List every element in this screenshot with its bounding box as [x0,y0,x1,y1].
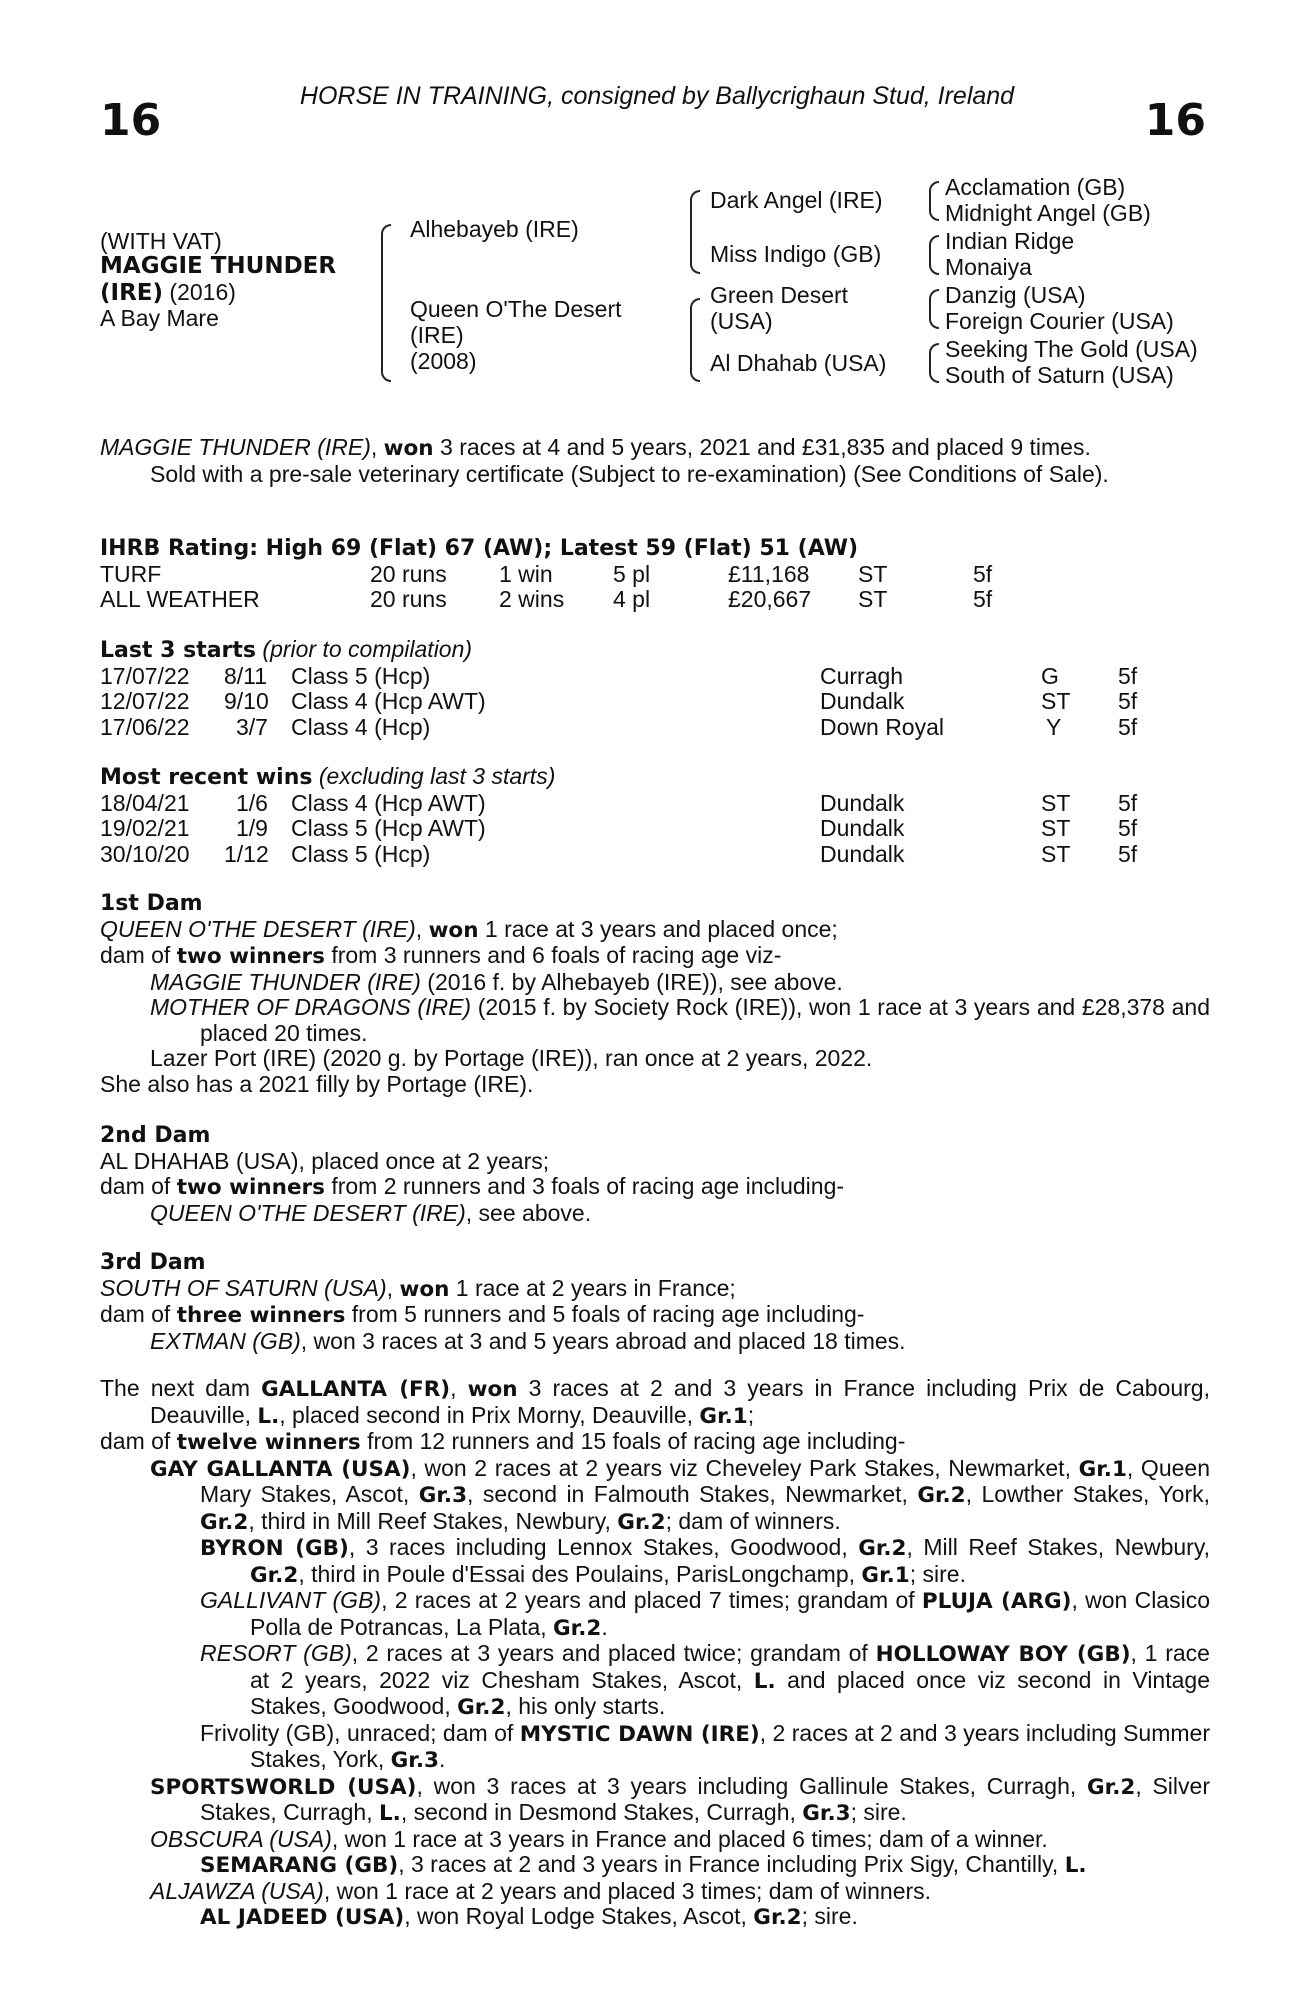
first-dam-note: She also has a 2021 filly by Portage (IRE). [100,1070,534,1097]
grade-badge: Gr.3 [390,1748,439,1773]
produce-name: OBSCURA (USA) [150,1825,332,1852]
listed-badge: L. [753,1668,776,1694]
pedigree-dam-line2: (IRE) [410,322,464,348]
dam-of-label: dam of [100,942,177,968]
record-text: , 2 races at 3 years and placed twice; grandam of [351,1640,876,1666]
win-class: Class 4 (Hcp AWT) [291,789,486,816]
first-dam-heading: 1st Dam [100,891,203,916]
record-text: , won 1 race at 2 years and placed 3 times; dam of winners. [323,1877,932,1904]
record-text: 3 races at 2 and 3 years in France including Prix de Cabourg, Deauville, [150,1375,1210,1428]
pedigree-brace-gen1 [381,224,391,382]
summary-note: Sold with a pre-sale veterinary certificate (Subject to re-examination) (See Conditions of Sale). [150,460,1109,487]
rating-cell-placed: 4 pl [613,586,651,612]
third-dam-heading: 3rd Dam [100,1250,206,1275]
produce-resort [200,1641,1210,1721]
pedigree-dam-line1: Queen O'The Desert [410,296,622,322]
start-class: Class 4 (Hcp AWT) [291,688,486,714]
pedigree-dam-dam: Al Dhahab (USA) [710,350,887,376]
record-text: , second in Desmond Stakes, Curragh, [400,1799,803,1825]
winners-count: twelve winners [176,1430,361,1455]
listed-badge: L. [257,1403,280,1429]
produce-name: RESORT (GB) [200,1640,352,1666]
third-dam-name: SOUTH OF SATURN (USA) [100,1274,387,1301]
last-starts-section [100,637,1210,740]
start-date: 12/07/22 [100,688,190,714]
foals-text: from 12 runners and 15 foals of racing age including- [360,1428,906,1454]
pedigree-gen4-4: Monaiya [945,254,1032,280]
third-dam-produce [100,1329,1210,1355]
record-text: . [601,1613,608,1640]
pedigree-gen4-3: Indian Ridge [945,228,1075,254]
produce-text: (2015 f. by Society Rock (IRE)), won 1 race at 3 years and £28,378 and placed 20 times. [200,994,1210,1046]
third-dam-record: 1 race at 2 years in France; [449,1274,736,1301]
third-dam-line2 [100,1302,1210,1329]
next-dam-section [100,1376,1210,1931]
pedigree-sire: Alhebayeb (IRE) [410,216,579,242]
record-text: , placed second in Prix Morny, Deauville, [279,1401,700,1428]
record-text: , won 1 race at 3 years in France and placed 6 times; dam of a winner. [331,1825,1048,1852]
produce-sportsworld [150,1774,1210,1827]
win-distance: 5f [1118,840,1138,867]
pedigree-sire-sire: Dark Angel (IRE) [710,187,883,213]
first-dam-produce1 [100,970,1210,996]
grade-badge: Gr.2 [753,1905,802,1930]
record-text: ; sire. [850,1799,907,1825]
start-class: Class 4 (Hcp) [291,713,431,740]
produce-text: , won 3 races at 3 and 5 years abroad and placed 18 times. [300,1327,906,1354]
record-text: . [438,1746,446,1772]
recent-wins-heading-line [100,764,1210,791]
win-date: 30/10/20 [100,840,190,867]
win-class: Class 5 (Hcp) [291,840,431,867]
record-text: Frivolity (GB), unraced; dam of [200,1719,520,1746]
start-going: G [1041,662,1059,689]
record-text: , his only starts. [505,1693,666,1719]
rating-section [100,536,1210,613]
grade-badge: Gr.2 [250,1562,299,1588]
start-distance: 5f [1118,713,1138,740]
rating-cell-wins: 1 win [499,560,553,587]
start-position: 9/10 [224,688,269,714]
pedigree-brace-sire [690,190,700,274]
separator: , [386,1274,400,1301]
record-text: , third in Poule d'Essai des Poulains, ParisLongchamp, [298,1560,862,1587]
summary-line: MAGGIE THUNDER (IRE), won 3 races at 4 and 5 years, 2021 and £31,835 and placed 9 times. [100,434,1091,461]
last-starts-note: (prior to compilation) [262,636,473,662]
produce-aljawza [100,1879,1210,1905]
grade-badge: Gr.2 [858,1536,907,1561]
first-dam-record: 1 race at 3 years and placed once; [478,915,838,942]
record-text: , 2 races at 2 years and placed 7 times; grandam of [381,1587,922,1613]
start-date: 17/07/22 [100,662,190,689]
produce-name: MAGGIE THUNDER (IRE) [150,968,421,995]
first-dam-line1 [100,917,1210,944]
win-date: 19/02/21 [100,815,190,841]
grade-badge: Gr.1 [699,1403,748,1429]
rating-cell-distance: 5f [973,586,993,612]
last-starts-heading: Last 3 starts [100,638,257,663]
first-dam-produce3: Lazer Port (IRE) (2020 g. by Portage (IRE)), ran once at 2 years, 2022. [150,1045,873,1071]
win-row [100,791,1210,817]
grade-badge: Gr.1 [1078,1456,1127,1482]
win-going: ST [1041,840,1071,867]
second-dam-produce [100,1201,1210,1227]
grade-badge: Gr.1 [861,1562,910,1588]
summary-section [100,435,1210,487]
record-text: , Lowther Stakes, York, [965,1481,1210,1507]
recent-wins-heading: Most recent wins [100,765,313,790]
second-dam-heading: 2nd Dam [100,1123,211,1148]
record-text: , won Royal Lodge Stakes, Ascot, [404,1903,754,1929]
won-label: won [399,1276,450,1302]
win-position: 1/12 [224,840,269,867]
consignment-header: HORSE IN TRAINING, consigned by Ballycrighaun Stud, Ireland [299,82,1015,110]
next-dam-line [100,1376,1210,1429]
pedigree-gen4-2: Midnight Angel (GB) [945,200,1151,226]
start-going: ST [1041,688,1071,714]
first-dam-section [100,891,1210,1097]
rating-heading: IHRB Rating: High 69 (Flat) 67 (AW); Latest 59 (Flat) 51 (AW) [100,536,859,561]
foals-text: from 3 runners and 6 foals of racing age viz- [324,942,782,968]
recent-wins-section [100,764,1210,867]
win-distance: 5f [1118,789,1138,816]
rating-cell-going: ST [858,586,888,612]
listed-badge: L. [378,1801,401,1826]
grade-badge: Gr.2 [617,1509,666,1535]
rating-cell-distance: 5f [973,560,993,587]
listed-badge: L. [1064,1853,1087,1878]
second-dam-line2 [100,1174,1210,1201]
pedigree-brace-dam [690,298,700,382]
win-course: Dundalk [820,789,905,816]
record-text: , 1 race at 2 years, 2022 viz Chesham Stakes, Ascot, [250,1640,1210,1693]
pedigree-brace-gen4-2 [929,235,939,275]
record-text: , 2 races at 2 and 3 years including Summer Stakes, York, [250,1719,1210,1772]
rating-cell-earnings: £11,168 [728,560,810,587]
lot-number-right: 16 [1144,95,1206,146]
record-text: , third in Mill Reef Stakes, Newbury, [248,1507,618,1534]
start-class: Class 5 (Hcp) [291,662,431,689]
recent-wins-note: (excluding last 3 starts) [318,763,556,789]
start-course: Dundalk [820,688,905,714]
record-text: , won 3 races at 3 years including Gallinule Stakes, Curragh, [416,1772,1088,1799]
pedigree-dam-sire-line1: Green Desert [710,282,849,308]
produce-name: MOTHER OF DRAGONS (IRE) [150,994,472,1020]
won-label: won [467,1377,518,1402]
winners-count: two winners [176,944,325,969]
produce-byron [200,1535,1210,1588]
win-course: Dundalk [820,840,905,867]
record-text: ; sire. [801,1903,858,1929]
summary-name: MAGGIE THUNDER (IRE) [100,434,371,460]
horse-country: (IRE) [100,280,164,306]
horse-year: (2016) [169,279,236,305]
record-text: , won Clasico Polla de Potrancas, La Plata, [250,1587,1210,1640]
produce-semarang [100,1852,1210,1879]
start-course: Curragh [820,662,904,689]
produce-name: HOLLOWAY BOY (GB) [875,1642,1131,1667]
start-course: Down Royal [820,713,944,740]
rating-cell-earnings: £20,667 [728,586,812,612]
pedigree-gen4-6: Foreign Courier (USA) [945,308,1174,334]
pedigree-dam-line3: (2008) [410,348,477,374]
vat-label: (WITH VAT) [100,228,222,254]
next-dam-prefix: The next dam [100,1375,262,1401]
start-position: 8/11 [224,662,268,689]
produce-text: (2016 f. by Alhebayeb (IRE)), see above. [420,968,843,995]
produce-frivolity [200,1721,1210,1774]
foals-text: from 2 runners and 3 foals of racing age including- [324,1173,845,1199]
first-dam-name: QUEEN O'THE DESERT (IRE) [100,915,416,942]
grade-badge: Gr.3 [802,1801,851,1826]
record-text: , won 2 races at 2 years viz Cheveley Park Stakes, Newmarket, [410,1454,1079,1481]
record-text: , Silver Stakes, Curragh, [200,1772,1210,1825]
rating-cell-wins: 2 wins [499,586,565,612]
produce-gallivant [200,1588,1210,1641]
rating-cell-runs: 20 runs [370,586,447,612]
produce-name: QUEEN O'THE DESERT (IRE) [150,1199,466,1226]
rating-row [100,587,1210,613]
horse-description: A Bay Mare [100,305,219,331]
grade-badge: Gr.2 [200,1509,249,1535]
start-position: 3/7 [236,713,268,740]
pedigree-gen4-7: Seeking The Gold (USA) [945,336,1198,362]
record-text: , second in Falmouth Stakes, Newmarket, [467,1481,918,1507]
winners-count: three winners [176,1303,346,1328]
start-going: Y [1046,713,1062,740]
rating-cell-placed: 5 pl [613,560,651,587]
next-dam-produce-summary [100,1429,1210,1456]
foals-text: from 5 runners and 5 foals of racing age including- [345,1301,865,1327]
dam-of-label: dam of [100,1301,177,1327]
produce-al-jadeed [100,1904,1210,1931]
pedigree-gen4-1: Acclamation (GB) [945,174,1126,200]
summary-won: won [383,436,434,461]
winners-count: two winners [176,1175,325,1200]
win-course: Dundalk [820,815,905,841]
record-text: and placed once viz second in Vintage Stakes, Goodwood, [250,1666,1210,1719]
start-distance: 5f [1118,688,1138,714]
win-position: 1/9 [236,815,268,841]
second-dam-line1: AL DHAHAB (USA), placed once at 2 years; [100,1147,550,1174]
grade-badge: Gr.3 [418,1483,468,1508]
record-text: ; dam of winners. [665,1507,841,1534]
win-position: 1/6 [236,789,268,816]
first-dam-produce2 [150,995,1210,1046]
grade-badge: Gr.2 [1087,1774,1136,1800]
produce-text: , see above. [465,1199,592,1226]
win-date: 18/04/21 [100,789,190,816]
pedigree-brace-gen4-3 [929,289,939,329]
win-class: Class 5 (Hcp AWT) [291,815,486,841]
pedigree-sire-dam: Miss Indigo (GB) [710,241,882,267]
third-dam-line1 [100,1276,1210,1303]
dam-of-label: dam of [100,1428,177,1454]
pedigree-brace-gen4-4 [929,343,939,383]
horse-country-year [100,280,236,307]
produce-name: BYRON (GB) [200,1536,349,1561]
rating-row [100,562,1210,588]
next-dam-name: GALLANTA (FR) [261,1377,451,1402]
rating-cell-going: ST [858,560,888,587]
rating-cell-surface: ALL WEATHER [100,586,260,612]
start-row [100,715,1210,741]
record-text: , 3 races at 2 and 3 years in France including Prix Sigy, Chantilly, [398,1851,1065,1877]
produce-name: GALLIVANT (GB) [200,1587,382,1613]
lot-number-left: 16 [100,95,162,146]
separator: , [415,915,429,942]
first-dam-line2 [100,943,1210,970]
record-text: ; sire. [909,1560,966,1587]
grade-badge: Gr.2 [917,1483,966,1508]
rating-cell-surface: TURF [100,560,162,587]
won-label: won [428,917,479,943]
pedigree-gen4-8: South of Saturn (USA) [945,362,1174,388]
dam-of-label: dam of [100,1173,177,1199]
pedigree-gen4-5: Danzig (USA) [945,282,1086,308]
produce-obscura [100,1827,1210,1853]
produce-name: SPORTSWORLD (USA) [150,1774,417,1800]
win-row [100,842,1210,868]
produce-name: EXTMAN (GB) [150,1327,301,1354]
produce-name: GAY GALLANTA (USA) [150,1456,411,1482]
win-going: ST [1041,815,1071,841]
start-row [100,664,1210,690]
win-going: ST [1041,789,1071,816]
pedigree-brace-gen4-1 [929,181,939,221]
separator: , [450,1375,468,1401]
record-text: , Queen Mary Stakes, Ascot, [200,1454,1210,1507]
grade-badge: Gr.2 [553,1615,602,1641]
last-starts-heading-line [100,637,1210,664]
win-distance: 5f [1118,815,1138,841]
record-text: , Mill Reef Stakes, Newbury, [906,1534,1211,1560]
separator: ; [747,1401,755,1428]
summary-text: 3 races at 4 and 5 years, 2021 and £31,835 and placed 9 times. [433,434,1091,460]
rating-cell-runs: 20 runs [370,560,447,587]
second-dam-section [100,1123,1210,1226]
start-distance: 5f [1118,662,1138,689]
produce-name: SEMARANG (GB) [200,1853,399,1878]
record-text: , 3 races including Lennox Stakes, Goodwood, [348,1534,859,1560]
horse-name: MAGGIE THUNDER [100,253,337,279]
start-date: 17/06/22 [100,713,190,740]
produce-gay-gallanta [150,1456,1210,1536]
produce-name: ALJAWZA (USA) [150,1877,324,1904]
win-row [100,816,1210,842]
produce-name: MYSTIC DAWN (IRE) [519,1721,760,1747]
produce-name: PLUJA (ARG) [921,1589,1072,1614]
pedigree-dam-sire-line2: (USA) [710,308,773,334]
third-dam-section [100,1250,1210,1354]
start-row [100,689,1210,715]
grade-badge: Gr.2 [457,1695,506,1720]
produce-name: AL JADEED (USA) [200,1905,405,1930]
